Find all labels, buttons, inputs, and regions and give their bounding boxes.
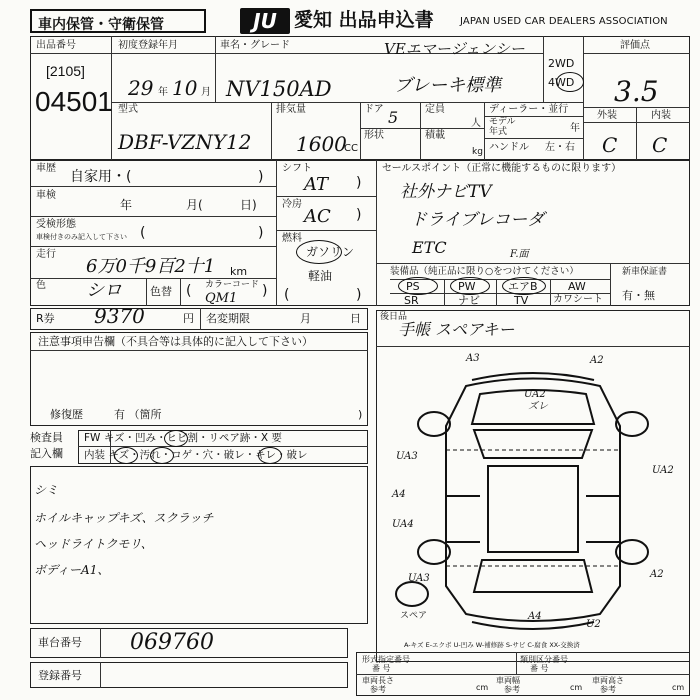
body-outline (446, 379, 620, 622)
color-change-label: 色替 (150, 285, 172, 298)
recycle-row (30, 304, 368, 330)
registration-label: 登録番号 (38, 669, 82, 682)
selling-points-label: セールスポイント（正常に機能するものに限ります） (382, 163, 622, 174)
repair-value: 有 （箇所 (114, 408, 162, 421)
history-label: 車歴 (36, 163, 56, 174)
inspection-label: 車検 (36, 190, 56, 201)
color-code-value: QM1 (205, 291, 238, 306)
chassis-number: 069760 (130, 630, 214, 655)
dims-unit-1: cm (476, 683, 489, 692)
inspector-circle-2 (114, 447, 138, 464)
rear-window (474, 560, 592, 592)
pw-circle (450, 277, 490, 295)
dims-unit-2: cm (570, 683, 583, 692)
divider (583, 53, 690, 54)
doors-label: ドア (364, 104, 384, 115)
divider (484, 138, 583, 139)
mark-zure: ズレ (528, 401, 548, 412)
inspector-circle-3 (150, 447, 174, 464)
selling-point-2: ドライブレコーダ (410, 210, 545, 230)
damage-legend: A-キズ E-エクボ U-凹み W-補修跡 S-サビ C-腐食 XX-交換済 (404, 641, 580, 649)
shift-label: シフト (282, 163, 312, 174)
wheel-front-left (418, 412, 450, 436)
divider (360, 128, 484, 129)
divider (276, 196, 376, 197)
chassis-label: 車台番号 (38, 636, 82, 649)
acceptance-open: ( (140, 225, 146, 241)
spare-tire (396, 582, 428, 606)
shift-value: AT (304, 174, 329, 195)
year-unit: 年 (158, 87, 168, 98)
model-name: NV150AD (226, 77, 332, 101)
fuel-gasoline: ガソリン (306, 245, 355, 259)
repair-close: ) (358, 408, 363, 421)
mark-ua3-rear: UA3 (408, 573, 430, 584)
drive-2wd: 2WD (548, 57, 575, 70)
interior-label: 内装 (651, 110, 671, 121)
capacity-unit: 人 (471, 118, 481, 129)
divider (30, 53, 111, 54)
rating-label: 評価点 (620, 40, 650, 51)
first-registration-year: 29 (128, 76, 154, 100)
spare-label: スペア (400, 611, 428, 621)
divider (180, 278, 181, 306)
interior-grade: C (652, 133, 668, 157)
history-value: 自家用・( (70, 169, 132, 185)
divider (516, 652, 517, 674)
inspection-day: 日) (240, 198, 257, 212)
inspection-month: 月( (186, 198, 203, 212)
color-label: 色 (36, 280, 46, 291)
equip-tv: TV (514, 294, 529, 307)
load-label: 積載 (425, 130, 445, 141)
wheel-front-right (616, 412, 648, 436)
divider (484, 102, 485, 160)
equip-aw: AW (568, 280, 586, 293)
inspector-circle-4 (258, 447, 282, 464)
equip-pw: PW (458, 280, 476, 293)
divider (636, 107, 637, 160)
name-change-day: 日 (350, 312, 361, 325)
ac-paren: ) (356, 207, 362, 223)
year-unit-2: 年 (570, 123, 580, 134)
mark-a3-front: A3 (466, 353, 480, 364)
storage-type-title (30, 9, 206, 33)
divider (583, 36, 584, 160)
color-code-label: カラーコード (205, 280, 260, 290)
displacement-label: 排気量 (276, 104, 306, 115)
rear-bumper (472, 622, 594, 629)
equip-seat: カワシート (553, 294, 603, 305)
inspector-label-2: 記入欄 (30, 447, 63, 460)
capacity-label: 定員 (425, 104, 445, 115)
lot-sub-number: [2105] (46, 63, 85, 79)
month-unit: 月 (201, 87, 211, 98)
rear-seat-value: 手帳 スペアキー (398, 320, 515, 339)
dims-ref-3: 参考 (600, 685, 616, 694)
equip-ps: PS (406, 280, 420, 293)
color-change-open: ( (186, 283, 192, 299)
equip-sr: SR (404, 294, 419, 307)
inspection-year: 年 (120, 198, 133, 212)
mark-a2-front: A2 (590, 355, 604, 366)
handle-label: ハンドル (489, 142, 529, 153)
divider (30, 186, 276, 187)
airbag-circle (502, 277, 546, 295)
form-number-label: 形式指定番号 (362, 655, 410, 664)
divider (543, 36, 544, 102)
equip-navi: ナビ (458, 294, 480, 307)
mark-a2-rear: A2 (650, 569, 664, 580)
note-line-2: ホイルキャップキズ、スクラッチ (34, 511, 214, 525)
divider (100, 662, 101, 688)
fuel-label: 燃料 (282, 233, 302, 244)
exterior-label: 外装 (597, 110, 617, 121)
divider (550, 279, 551, 306)
shape-label: 形状 (364, 130, 384, 141)
recycle-value: 9370 (94, 304, 145, 328)
divider (271, 102, 272, 160)
equipment-label: 装備品（純正品に限り○をつけてください） (390, 266, 579, 277)
drive-4wd-circle (556, 72, 584, 92)
lot-number-label: 出品番号 (36, 40, 76, 51)
ac-value: AC (304, 206, 331, 227)
acceptance-close: ) (258, 225, 264, 241)
name-change-month: 月 (300, 312, 311, 325)
mark-ua3-left: UA3 (396, 451, 418, 462)
mark-a4-left: A4 (392, 489, 406, 500)
class-number-sub: 番 号 (530, 664, 549, 673)
history-close: ) (258, 169, 264, 185)
divider (444, 279, 445, 306)
shift-paren: ) (356, 175, 362, 191)
vehicle-height: 車両高さ (592, 676, 624, 685)
lot-number: 04501 (35, 86, 113, 117)
vehicle-width: 車両幅 (496, 676, 520, 685)
dims-ref-1: 参考 (370, 685, 386, 694)
association-name: JAPAN USED CAR DEALERS ASSOCIATION (460, 16, 668, 27)
warranty-label: 新車保証書 (622, 267, 668, 277)
storage-type-text: 車内保管・守衛保管 (38, 17, 164, 33)
notes-label: 注意事項申告欄（不具合等は具体的に記入して下さい） (38, 335, 313, 348)
model-label: モデル (489, 117, 516, 127)
repair-label: 修復歴 (50, 408, 83, 421)
divider (376, 263, 690, 264)
divider (200, 308, 201, 330)
mileage-label: 走行 (36, 249, 56, 260)
first-registration-label: 初度登録年月 (118, 40, 178, 51)
dims-ref-2: 参考 (504, 685, 520, 694)
mileage-unit: km (230, 265, 248, 278)
doors-value: 5 (388, 108, 399, 127)
vehicle-length: 車両長さ (362, 676, 394, 685)
displacement-unit: CC (344, 143, 358, 154)
form-number-sub: 番 号 (372, 664, 391, 673)
divider (30, 246, 276, 247)
load-unit: kg (472, 147, 483, 157)
inspector-circle-1 (164, 430, 188, 447)
dims-unit-3: cm (672, 683, 685, 692)
color-value: シロ (86, 280, 122, 301)
acceptance-label: 受検形態 (36, 219, 76, 230)
ju-logo (240, 8, 290, 34)
divider (583, 122, 690, 123)
inspector-row-2: 内装 キズ・汚れ・コゲ・穴・破レ・キレ・破レ (84, 449, 308, 461)
mark-ua4-left: UA4 (392, 519, 414, 530)
mark-a4-rear: A4 (528, 611, 542, 622)
fuel-paren-close: ) (356, 287, 362, 303)
color-change-close: ) (262, 283, 268, 299)
mark-ua2-right: UA2 (652, 465, 674, 476)
first-registration-month: 10 (172, 76, 198, 100)
divider (146, 278, 147, 306)
mark-ua2-hood: UA2 (524, 389, 546, 400)
rating-value: 3.5 (614, 75, 659, 108)
selling-point-3: ETC (412, 238, 447, 257)
warranty-options: 有・無 (622, 289, 655, 302)
divider (111, 102, 583, 103)
recycle-label: R券 (36, 312, 55, 325)
divider (30, 350, 368, 351)
divider (610, 263, 611, 306)
handle-options: 左・右 (545, 142, 575, 153)
model-grade-label: 車名・グレード (220, 40, 290, 51)
drive-4wd: 4WD (548, 76, 575, 89)
grade-name: ブレーキ標準 (394, 75, 502, 96)
selling-point-1: 社外ナビTV (400, 182, 492, 202)
displacement-value: 1600 (296, 132, 347, 156)
divider (360, 102, 361, 160)
year-label: 年式 (489, 127, 508, 137)
name-change-label: 名変期限 (206, 312, 250, 325)
note-line-1: シミ (34, 483, 59, 497)
note-line-3: ヘッドライトクモリ、 (34, 537, 153, 551)
selling-point-note: F.面 (510, 249, 529, 260)
inspector-label-1: 検査員 (30, 431, 63, 444)
gasoline-circle (296, 240, 342, 264)
acceptance-sub: 車検付きのみ記入して下さい (36, 233, 127, 241)
divider (30, 216, 276, 217)
ju-logo-text: JU (253, 9, 277, 33)
roof (488, 466, 578, 552)
fuel-paren-open: ( (284, 287, 290, 303)
rear-seat-label: 後日品 (380, 312, 408, 322)
divider (276, 230, 376, 231)
type-label: 型式 (118, 104, 138, 115)
dealer-parallel: ディーラー・並行 (489, 104, 569, 115)
divider (496, 279, 497, 306)
inspector-row-1: FW キズ・凹み・ヒビ割・リペア跡・X 要 (84, 432, 282, 444)
form-title: 愛知 出品申込書 (294, 9, 434, 31)
type-value: DBF-VZNY12 (118, 130, 252, 154)
model-grade-line1: VEエマージェンシー (384, 40, 525, 58)
divider (276, 160, 277, 306)
divider (420, 102, 421, 160)
ps-circle (398, 277, 438, 295)
ac-label: 冷房 (282, 199, 302, 210)
divider (100, 628, 101, 658)
divider (30, 278, 276, 279)
divider (376, 160, 377, 306)
mark-u2-rear: U2 (586, 619, 601, 630)
divider (215, 36, 216, 102)
note-line-4: ボディーA1、 (34, 563, 110, 577)
fuel-diesel: 軽油 (308, 269, 333, 283)
exterior-grade: C (602, 133, 618, 157)
recycle-unit: 円 (183, 312, 194, 325)
divider (356, 674, 690, 675)
windshield (474, 430, 592, 458)
mileage-value: 6万0千9百2十1 (86, 256, 216, 277)
class-number-label: 類別区分番号 (520, 655, 568, 664)
equip-airbag: エアB (508, 280, 538, 293)
